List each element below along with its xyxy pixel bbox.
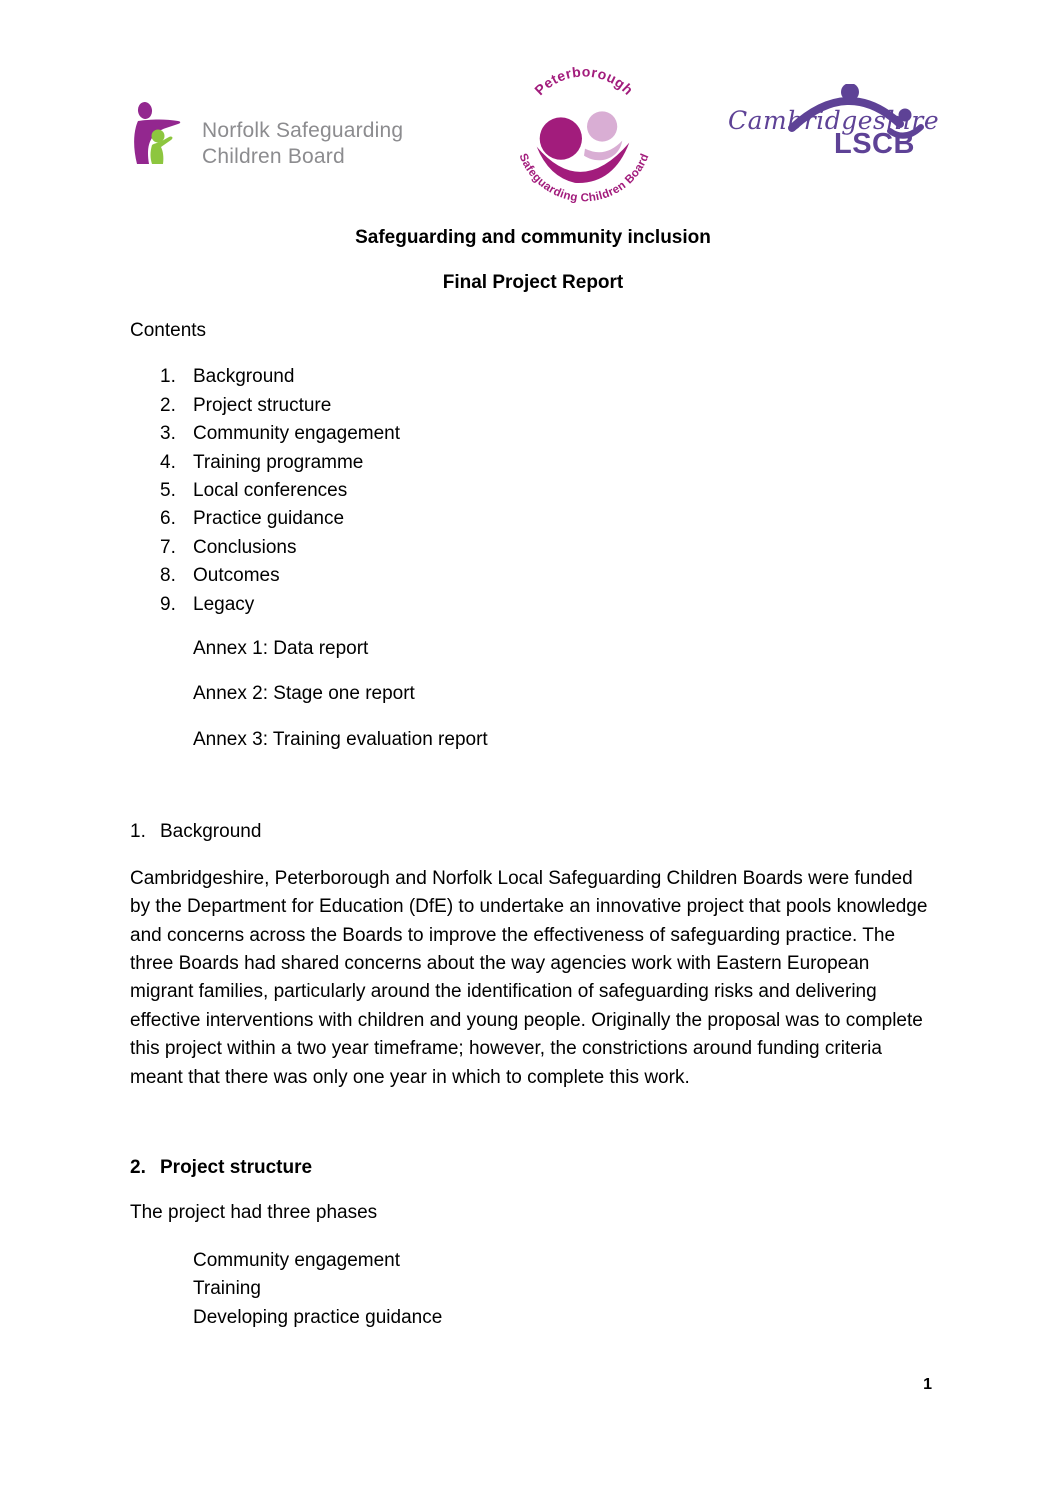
project-structure-intro: The project had three phases xyxy=(130,1202,378,1224)
contents-item xyxy=(130,363,936,391)
phase-item: Training xyxy=(193,1278,261,1300)
contents-item-label: Practice guidance xyxy=(193,508,345,530)
contents-list xyxy=(130,363,936,619)
phase-item: Community engagement xyxy=(193,1249,400,1271)
contents-item-label: Conclusions xyxy=(193,536,297,558)
contents-item-label: Training programme xyxy=(193,451,364,473)
norfolk-lscb-logo xyxy=(126,102,403,170)
norfolk-logo-line2: Children Board xyxy=(202,145,345,168)
contents-item-label: Legacy xyxy=(193,593,255,615)
contents-item xyxy=(130,449,936,477)
peterborough-logo-icon xyxy=(506,58,662,204)
section-title: Project structure xyxy=(160,1156,313,1178)
annex-list xyxy=(130,635,936,754)
background-paragraph: Cambridgeshire, Peterborough and Norfolk Local Safeguarding Children Boards were funded by the Department for Education (DfE) to undertake an innovative project that pools knowledge and concerns across the Boards to improve the effectiveness of safeguarding practice. The three Boards had shared concerns about the way agencies work with Eastern European migrant families, particularly around the identification of safeguarding risks and delivering effective interventions with children and young people. Originally the proposal was to complete this project within a two year timeframe; however, the constrictions around funding criteria meant that there was only one year in which to complete this work. xyxy=(130,867,928,1088)
contents-item xyxy=(130,477,936,505)
section-title: Background xyxy=(160,821,262,843)
cambridgeshire-lscb-logo xyxy=(724,84,940,179)
phase-list xyxy=(130,1247,936,1332)
cambridgeshire-logo-acronym: LSCB xyxy=(834,128,915,160)
contents-item-label: Background xyxy=(193,366,295,388)
contents-item xyxy=(130,562,936,590)
contents-item xyxy=(130,591,936,619)
norfolk-logo-text xyxy=(202,118,403,170)
contents-item-label: Local conferences xyxy=(193,480,348,502)
contents-item xyxy=(130,534,936,562)
peterborough-arc-bottom-text: Safeguarding Children Board xyxy=(516,151,652,204)
contents-item xyxy=(130,392,936,420)
page-title: Safeguarding and community inclusion xyxy=(355,227,711,248)
page-number: 1 xyxy=(923,1376,932,1393)
contents-item-number: 9. xyxy=(160,593,176,615)
section-heading-background xyxy=(130,818,936,846)
section-heading-project-structure xyxy=(130,1154,936,1182)
contents-item-label: Project structure xyxy=(193,394,332,416)
annex-item: Annex 2: Stage one report xyxy=(193,683,415,705)
contents-item-number: 4. xyxy=(160,451,176,473)
peterborough-scb-logo xyxy=(506,58,662,204)
annex-item: Annex 1: Data report xyxy=(193,638,369,660)
norfolk-logo-line1: Norfolk Safeguarding xyxy=(202,119,404,142)
contents-item-number: 1. xyxy=(160,366,176,388)
norfolk-figures-icon xyxy=(126,102,188,168)
contents-item-number: 7. xyxy=(160,536,176,558)
section-number: 1. xyxy=(130,821,146,843)
phase-item: Developing practice guidance xyxy=(193,1306,443,1328)
svg-text:Peterborough xyxy=(531,63,636,98)
annex-item: Annex 3: Training evaluation report xyxy=(193,728,488,750)
contents-item-number: 5. xyxy=(160,480,176,502)
contents-item-number: 2. xyxy=(160,394,176,416)
page-subtitle: Final Project Report xyxy=(442,272,624,293)
contents-item-number: 3. xyxy=(160,423,176,445)
section-number: 2. xyxy=(130,1156,146,1178)
contents-item-number: 8. xyxy=(160,565,176,587)
contents-item-label: Community engagement xyxy=(193,423,400,445)
contents-item xyxy=(130,505,936,533)
contents-heading: Contents xyxy=(130,320,207,341)
contents-item-label: Outcomes xyxy=(193,565,280,587)
cambridgeshire-logo-name: Cambridgeshire xyxy=(728,106,940,135)
document-content xyxy=(130,215,936,1332)
contents-item xyxy=(130,420,936,448)
contents-item-number: 6. xyxy=(160,508,176,530)
peterborough-arc-top-text: Peterborough xyxy=(531,63,637,99)
